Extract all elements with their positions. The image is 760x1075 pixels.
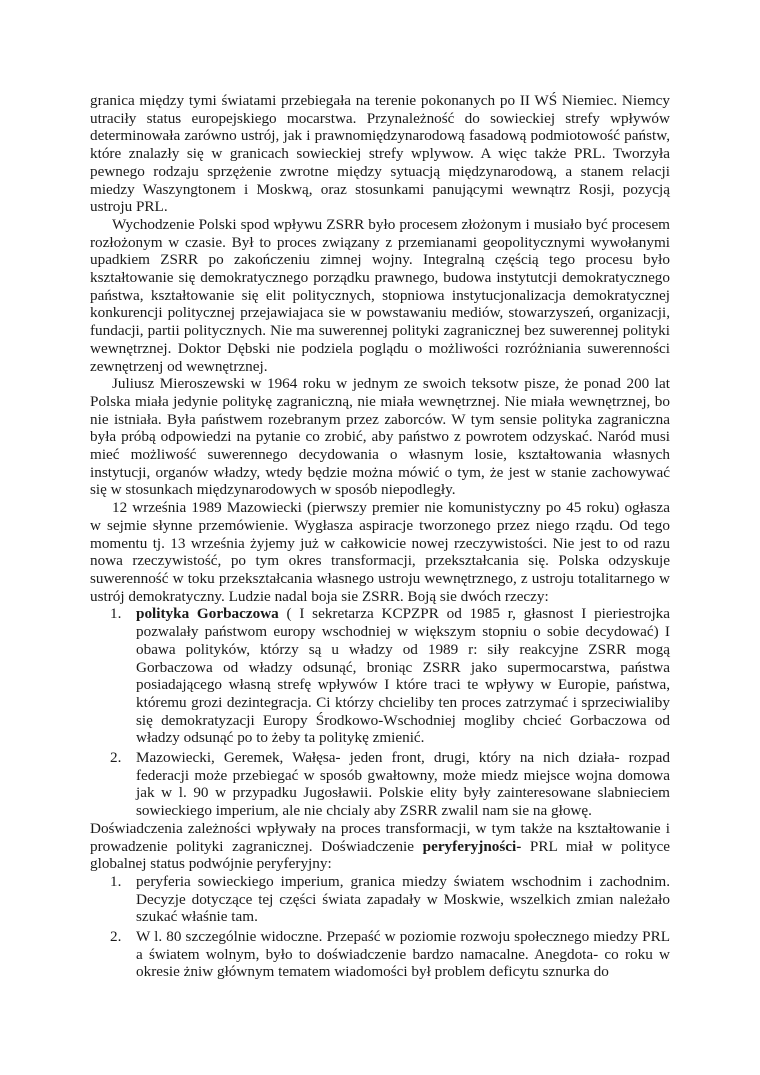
paragraph-5	[90, 820, 670, 873]
list-item	[90, 928, 670, 981]
paragraph-1: granica między tymi światami przebiegała na terenie pokonanych po II WŚ Niemiec. Niemcy utraciły status europejskiego mocarstwa. Przynależność do sowieckiej strefy wpływów determinowała zarówno ustrój, jak i prawnomiędzynarodową fasadową podmiotowość państw, które znalazły się w granicach sowieckiej strefy wplywow. A więc także PRL. Tworzyła pewnego rodzaju sprzężenie zwrotne między sytuacją międzynarodową, a stanem relacji miedzy Waszyngtonem i Moskwą, oraz stosunkami panującymi wewnątrz Rosji, pozycją ustroju PRL.	[90, 92, 670, 216]
paragraph-2: Wychodzenie Polski spod wpływu ZSRR było procesem złożonym i musiało być procesem rozłożonym w czasie. Był to proces związany z przemianami geopolitycznymi wywołanymi upadkiem ZSRR po zakończeniu zimnej wojny. Integralną częścią tego procesu było kształtowanie się demokratycznego porządku prawnego, budowa instytutcji demokratycznego państwa, kształtowanie się elit politycznych, stopniowa instytucjonalizacja demokratycznej konkurencji politycznej przejawiajaca sie w powstawaniu mediów, stowarzyszeń, organizacji, fundacji, partii politycznych. Nie ma suwerennej polityki zagranicznej bez suwerennej polityki wewnętrznej. Doktor Dębski nie podziela poglądu o możliwości rozróżniania suwerenności zewnętrzenj od wewnętrznej.	[90, 215, 670, 375]
document-page	[90, 92, 670, 981]
list-item-text: Mazowiecki, Geremek, Wałęsa- jeden front, drugi, który na nich działa- rozpad federacji może przebiegać w sposób gwałtowny, może miedz miejsce wojna domowa jak w l. 90 w przypadku Jugosławii. Polskie elity były zainteresowane slabnieciem sowieckiego imperium, ale nie chcialy aby ZSRR zwalil nam sie na głowę.	[136, 749, 670, 820]
bold-term: polityka Gorbaczowa	[136, 605, 279, 623]
list-number: 1.	[110, 872, 122, 890]
list-item	[90, 605, 670, 747]
list-item	[90, 873, 670, 926]
list-number: 1.	[110, 605, 122, 623]
list-item	[90, 749, 670, 820]
paragraph-5-after: PRL miał w polityce globalnej status podwójnie peryferyjny:	[90, 837, 670, 873]
bold-term: peryferyjności-	[422, 837, 522, 855]
paragraph-4: 12 września 1989 Mazowiecki (pierwszy premier nie komunistyczny po 45 roku) ogłasza w sejmie słynne przemówienie. Wygłasza aspiracje tworzonego przez niego rządu. Od tego momentu tj. 13 września żyjemy już w całkowicie nowej rzeczywistości. Nie jest to od razu nowa rzeczywistość, po tym okres transformacji, przekształcania się. Polska odzyskuje suwerenność w toku przekształcania własnego ustroju wewnętrznego, z ustroju totalitarnego w ustrój demokratyczny. Ludzie nadal boja sie ZSRR. Boją sie dwóch rzeczy:	[90, 499, 670, 605]
periphery-list	[90, 873, 670, 981]
list-item-text: peryferia sowieckiego imperium, granica miedzy światem wschodnim i zachodnim. Decyzje dotyczące tej części świata zapadały w Moskwie, wszelkich zmian należało szukać właśnie tam.	[136, 872, 670, 926]
list-item-text: W l. 80 szczególnie widoczne. Przepaść w poziomie rozwoju społecznego miedzy PRL a światem wolnym, było to doświadczenie bardzo namacalne. Anegdota- co roku w okresie żniw głównym tematem wiadomości był problem deficytu sznurka do	[136, 928, 670, 981]
paragraph-3: Juliusz Mieroszewski w 1964 roku w jednym ze swoich teksotw pisze, że ponad 200 lat Polska miała jedynie politykę zagraniczną, nie miała wewnętrznej. Nie miała wewnętrznej, bo nie istniała. Była państwem rozebranym przez zaborców. W tym sensie polityka zagraniczna była próbą odpowiedzi na pytanie co zrobić, aby państwo z powrotem odzyskać. Naród musi mieć możliwość suwerennego decydowania o własnym losie, kształtowania własnych instytucji, organów władzy, wtedy będzie można mówić o tym, że jest w stanie zachowywać się w stosunkach międzynarodowych w sposób niepodległy.	[90, 375, 670, 499]
list-number: 2.	[110, 749, 122, 767]
fears-list	[90, 605, 670, 819]
list-number: 2.	[110, 928, 122, 946]
paragraph-5-before: Doświadczenia zależności wpływały na proces transformacji, w tym także na kształtowanie i prowadzenie polityki zagranicznej. Doświadczenie	[90, 819, 670, 855]
list-item-text: ( I sekretarza KCPZPR od 1985 r, głasnost I pieriestrojka pozwalały państwom europy wschodniej w większym stopniu o sobie decydować) I obawa polityków, którzy są u władzy od 1989 r: siły reakcyjne ZSRR mogą Gorbaczowa od władzy odsunąć, broniąc ZSRR jako supermocarstwa, państwa posiadającego własną strefę wpływów I które traci te wpływy w Europie, państwa, któremu grozi dezintegracja. Ci którzy chcieliby ten proces zatrzymać i sprzeciwialiby się demokratyzacji Europy Środkowo-Wschodniej mogliby chcieć Gorbaczowa od władzy odsunąć po to żeby ta politykę zmienić.	[136, 605, 670, 747]
